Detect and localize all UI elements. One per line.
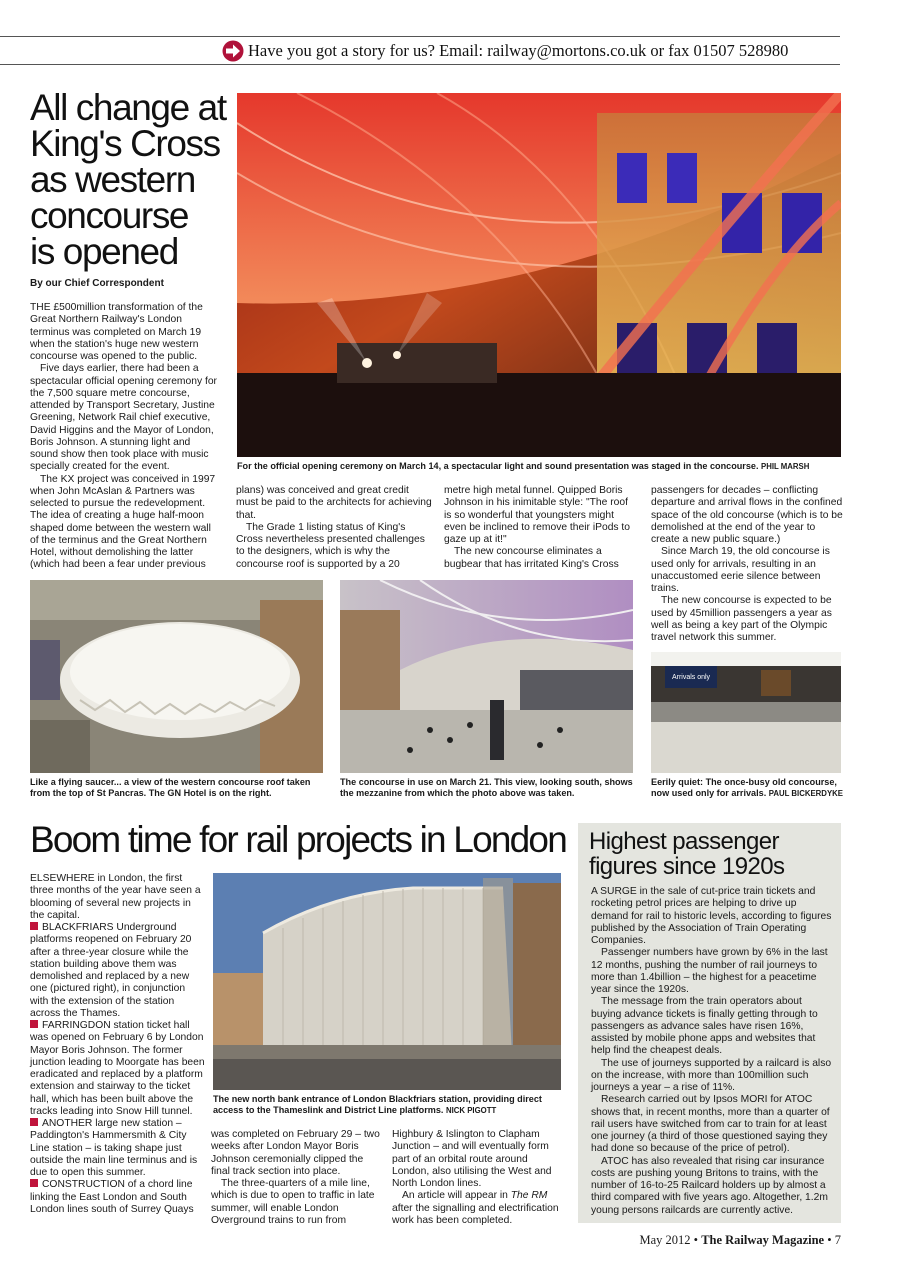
boom-headline: Boom time for rail projects in London bbox=[30, 819, 566, 860]
headline-line: Highest passenger bbox=[589, 828, 779, 855]
magazine-name: The Railway Magazine bbox=[701, 1233, 825, 1247]
paragraph bbox=[392, 1190, 562, 1227]
old-concourse-photo bbox=[651, 652, 841, 773]
photo-credit: PAUL BICKERDYKE bbox=[768, 789, 843, 798]
paragraph: ATOC has also revealed that rising car insurance costs are pushing young Britons to trains, with the number of 16-to-25 Railcard holders up by almost a third compared with five years ago. Altogether, 1.2m young persons railcards are currently active. bbox=[591, 1155, 828, 1216]
photo2-caption: Like a flying saucer... a view of the western concourse roof taken from the top of St Pancras. The GN Hotel is on the right. bbox=[30, 777, 311, 798]
concourse-in-use-photo bbox=[340, 580, 633, 773]
footer-separator: • bbox=[693, 1233, 702, 1247]
header-rule-top bbox=[0, 36, 840, 37]
news-item-text: FARRINGDON station ticket hall was opened on February 6 by London Mayor Boris Johnson. The former junction leading to Moorgate has been eradicated and replaced by a platform extension and stairway to the ticket hall, which has been built above the tracks leading into Snow Hill tunnel. bbox=[30, 1020, 205, 1117]
paragraph: THE £500million transformation of the Great Northern Railway's London terminus was completed on March 19 when the station's huge new western concourse was opened to the public. bbox=[30, 302, 203, 362]
news-item-text: ANOTHER large new station – Paddington's Hammersmith & City Line station – is taking shape just outside the main line terminus and is due to open this summer. bbox=[30, 1118, 198, 1178]
paragraph: Highbury & Islington to Clapham Junction – and will eventually form part of an orbital route around London, also utilising the West and North London lines. bbox=[392, 1129, 552, 1189]
paragraph: was completed on February 29 – two weeks after London Mayor Boris Johnson ceremonially clipped the final track section into place. bbox=[211, 1129, 380, 1177]
paragraph: Five days earlier, there had been a spectacular official opening ceremony for the 7,500 square metre concourse, attended by Transport Secretary, Justine Greening, Network Rail chief executive, David Higgins and the Mayor of London, Boris Johnson. A stunning light and sound show then took place with music specially created for the event. bbox=[30, 363, 217, 473]
paragraph: The new concourse eliminates a bugbear that has irritated King's Cross bbox=[444, 546, 619, 570]
bullet-square-icon bbox=[30, 1020, 38, 1028]
paragraph: The use of journeys supported by a railcard is also on the increase, with more than 100million such journeys a year – a rise of 11%. bbox=[591, 1057, 832, 1093]
magazine-title: The RM bbox=[510, 1190, 548, 1202]
photo4-caption-text: Eerily quiet: The once-busy old concourse, now used only for arrivals. bbox=[651, 777, 837, 798]
boom-col-3 bbox=[392, 1129, 562, 1227]
paragraph: Since March 19, the old concourse is used only for arrivals, resulting in an unaccustomed eerie silence between trains. bbox=[651, 546, 830, 594]
byline: By our Chief Correspondent bbox=[30, 278, 164, 289]
blackfriars-caption-text: The new north bank entrance of London Blackfriars station, providing direct access to the Thameslink and District Line platforms. bbox=[213, 1094, 542, 1115]
hero-caption-text: For the official opening ceremony on March 14, a spectacular light and sound presentation was staged in the concourse. bbox=[237, 461, 759, 471]
main-col-3 bbox=[444, 485, 638, 571]
photo-credit: PHIL MARSH bbox=[761, 462, 810, 471]
headline-line: is opened bbox=[30, 231, 178, 272]
hero-photo bbox=[237, 93, 841, 457]
news-item bbox=[30, 1118, 205, 1179]
bullet-square-icon bbox=[30, 1118, 38, 1126]
news-item-text: BLACKFRIARS Underground platforms reopened on February 20 after a three-year closure while the station building above them was demolished and replaced by a new one (pictured right), in conjunction with the extension of the station across the Thames. bbox=[30, 922, 192, 1019]
headline-line: King's Cross bbox=[30, 123, 220, 164]
photo-credit: NICK PIGOTT bbox=[445, 1106, 497, 1115]
photo3-caption: The concourse in use on March 21. This view, looking south, shows the mezzanine from which the photo above was taken. bbox=[340, 777, 633, 798]
aerial-dome-photo bbox=[30, 580, 323, 773]
paragraph: The message from the train operators about buying advance tickets is finally getting through to passengers as advance sales have risen 16%, assisted by mobile phone apps and websites that help find the cheapest deals. bbox=[591, 996, 818, 1057]
paragraph: The Grade 1 listing status of King's Cross nevertheless presented challenges to the designers, which is why the concourse roof is supported by a 20 bbox=[236, 521, 425, 570]
arrow-circle-icon bbox=[222, 40, 244, 62]
paragraph: metre high metal funnel. Quipped Boris Johnson in his inimitable style: "The roof is so wonderful that youngsters might even be inclined to remove their iPods to gaze up at it!" bbox=[444, 485, 631, 545]
blackfriars-caption bbox=[213, 1094, 568, 1116]
hero-caption bbox=[237, 461, 847, 472]
footer-separator: • bbox=[827, 1233, 835, 1247]
headline-line: concourse bbox=[30, 195, 189, 236]
arrivals-sign-text: Arrivals only bbox=[671, 674, 711, 681]
headline-line: as western bbox=[30, 159, 195, 200]
paragraph: The KX project was conceived in 1997 when John McAslan & Partners was selected to pursue the redevelopment. The idea of creating a huge half-moon shaped dome between the western wall of the terminus and the Great Northern Hotel, without demolishing the latter (which had been a fear under previous bbox=[30, 473, 216, 571]
main-col-1 bbox=[30, 302, 220, 572]
news-item bbox=[30, 922, 205, 1020]
paragraph: The three-quarters of a mile line, which is due to open to traffic in late summer, will enable London Overground trains to run from bbox=[211, 1178, 375, 1226]
header-rule-bottom bbox=[0, 64, 840, 65]
news-item bbox=[30, 1020, 205, 1118]
news-item-text: CONSTRUCTION of a chord line linking the East London and South London lines south of Surrey Quays bbox=[30, 1179, 194, 1215]
paragraph: Research carried out by Ipsos MORI for ATOC shows that, in recent months, more than a quarter of rail users have switched from car to train for at least one journey (a third of those questioned saying they had done so because of the price of petrol). bbox=[591, 1094, 830, 1155]
paragraph: ELSEWHERE in London, the first three months of the year have seen a blooming of several new projects in the capital. bbox=[30, 873, 201, 921]
issue-date: May 2012 bbox=[639, 1233, 691, 1247]
page-footer bbox=[640, 1233, 842, 1248]
paragraph: A SURGE in the sale of cut-price train tickets and rocketing petrol prices are helping to drive up demand for rail to historic levels, according to figures published by the Association of Train Operating Companies. bbox=[591, 886, 832, 946]
paragraph: plans) was conceived and great credit must be paid to the architects for achieving that. bbox=[236, 485, 432, 521]
page-number: 7 bbox=[834, 1233, 841, 1247]
sidebar-body bbox=[591, 886, 832, 1217]
story-tip-bar bbox=[222, 39, 842, 63]
bullet-square-icon bbox=[30, 922, 38, 930]
paragraph: passengers for decades – conflicting departure and arrival flows in the confined space of the old concourse (which is to be demolished at the end of the year to create a new public square.) bbox=[651, 485, 843, 545]
story-tip-text: Have you got a story for us? Email: railway@mortons.co.uk or fax 01507 528980 bbox=[248, 41, 789, 60]
paragraph: The new concourse is expected to be used by 45million passengers a year as well as being a key part of the Olympic travel network this summer. bbox=[651, 595, 832, 643]
main-headline bbox=[30, 87, 235, 272]
headline-line: figures since 1920s bbox=[589, 853, 785, 880]
text-run: after the signalling and electrification work has been completed. bbox=[392, 1202, 559, 1226]
photo4-caption bbox=[651, 777, 851, 799]
bullet-square-icon bbox=[30, 1179, 38, 1187]
headline-line: All change at bbox=[30, 87, 226, 128]
news-item bbox=[30, 1179, 205, 1216]
blackfriars-photo bbox=[213, 873, 561, 1090]
boom-col-1 bbox=[30, 873, 205, 1216]
sidebar-headline bbox=[589, 829, 839, 879]
boom-col-2 bbox=[211, 1129, 383, 1227]
main-col-4 bbox=[651, 485, 843, 644]
paragraph: Passenger numbers have grown by 6% in the last 12 months, pushing the number of rail journeys to more than 1.4billion – the highest for a peacetime year since the 1920s. bbox=[591, 947, 828, 995]
text-run: An article will appear in bbox=[402, 1190, 508, 1202]
main-col-2 bbox=[236, 485, 432, 571]
